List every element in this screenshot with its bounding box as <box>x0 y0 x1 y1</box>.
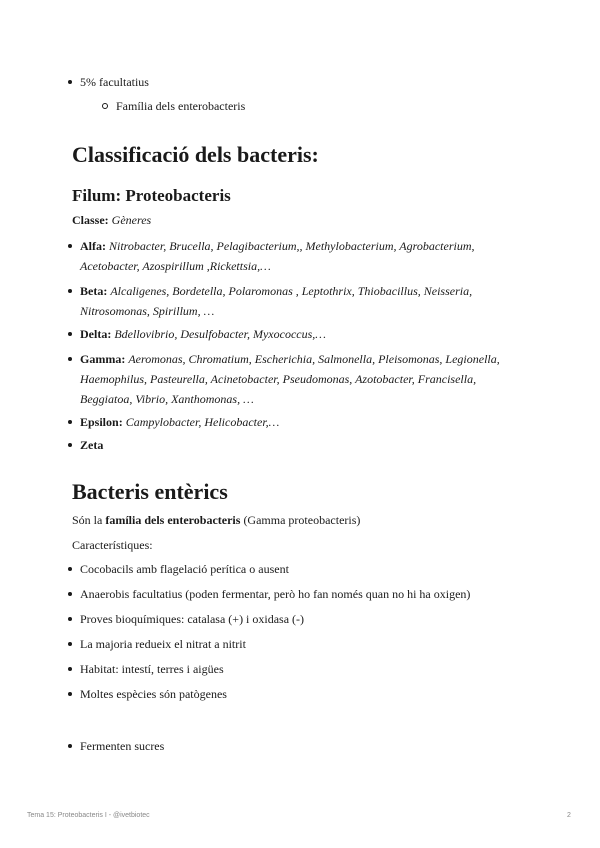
class-label: Alfa: <box>80 239 106 253</box>
class-item-alfa <box>80 236 520 276</box>
classe-line <box>72 210 151 230</box>
class-genera: Alcaligenes, Bordetella, Polaromonas , Leptothrix, Thiobacillus, Neisseria, Nitrosomonas, Spirillum, … <box>80 284 473 318</box>
class-item-beta <box>80 281 520 321</box>
classe-label: Classe: <box>72 213 109 227</box>
class-genera: Aeromonas, Chromatium, Escherichia, Salmonella, Pleisomonas, Legionella, Haemophilus, Pasteurella, Acinetobacter, Pseudomonas, Azotobacter, Francisella, Beggiatoa, Vibrio, Xanthomonas, … <box>80 352 500 406</box>
class-label: Gamma: <box>80 352 126 366</box>
class-item-gamma <box>80 349 520 409</box>
class-label: Delta: <box>80 327 112 341</box>
section-heading-classification: Classificació dels bacteris: <box>72 142 319 167</box>
class-label: Zeta <box>80 438 104 452</box>
class-item-epsilon <box>80 412 520 432</box>
subheading-phylum: Filum: Proteobacteris <box>72 186 231 205</box>
sub-list-item <box>116 96 245 116</box>
class-genera: Campylobacter, Helicobacter,… <box>125 415 280 429</box>
features-label: Característiques: <box>72 538 153 552</box>
intro-prefix: Són la <box>72 513 103 527</box>
page-number: 2 <box>567 812 571 819</box>
sub-bullet-text: Família dels enterobacteris <box>116 99 246 113</box>
enteric-intro <box>72 510 360 530</box>
feature-item: Proves bioquímiques: catalasa (+) i oxidasa (-) <box>80 609 520 629</box>
section-heading-enteric: Bacteris entèrics <box>72 479 228 504</box>
intro-suffix: (Gamma proteobacteris) <box>243 513 361 527</box>
feature-item: Habitat: intestí, terres i aigües <box>80 659 520 679</box>
feature-item: Anaerobis facultatius (poden fermentar, però ho fan només quan no hi ha oxigen) <box>80 584 520 604</box>
class-label: Beta: <box>80 284 108 298</box>
class-genera: Nitrobacter, Brucella, Pelagibacterium,, Methylobacterium, Agrobacterium, Acetobacter, Azospirillum ,Rickettsia,… <box>80 239 475 273</box>
bullet-text: 5% facultatius <box>80 75 149 89</box>
feature-item: Moltes espècies són patògenes <box>80 684 520 704</box>
class-item-zeta <box>80 435 520 455</box>
classe-value: Gèneres <box>111 213 152 227</box>
class-item-delta <box>80 324 520 344</box>
class-label: Epsilon: <box>80 415 123 429</box>
intro-bold: família dels enterobacteris <box>105 513 241 527</box>
list-item <box>80 72 149 92</box>
footer-text: Tema 15: Proteobacteris I - @ivetbiotec <box>27 812 150 819</box>
class-genera: Bdellovibrio, Desulfobacter, Myxococcus,… <box>114 327 326 341</box>
feature-item: Cocobacils amb flagelació perítica o ausent <box>80 559 520 579</box>
feature-item-extra: Fermenten sucres <box>80 736 520 756</box>
feature-item: La majoria redueix el nitrat a nitrit <box>80 634 520 654</box>
